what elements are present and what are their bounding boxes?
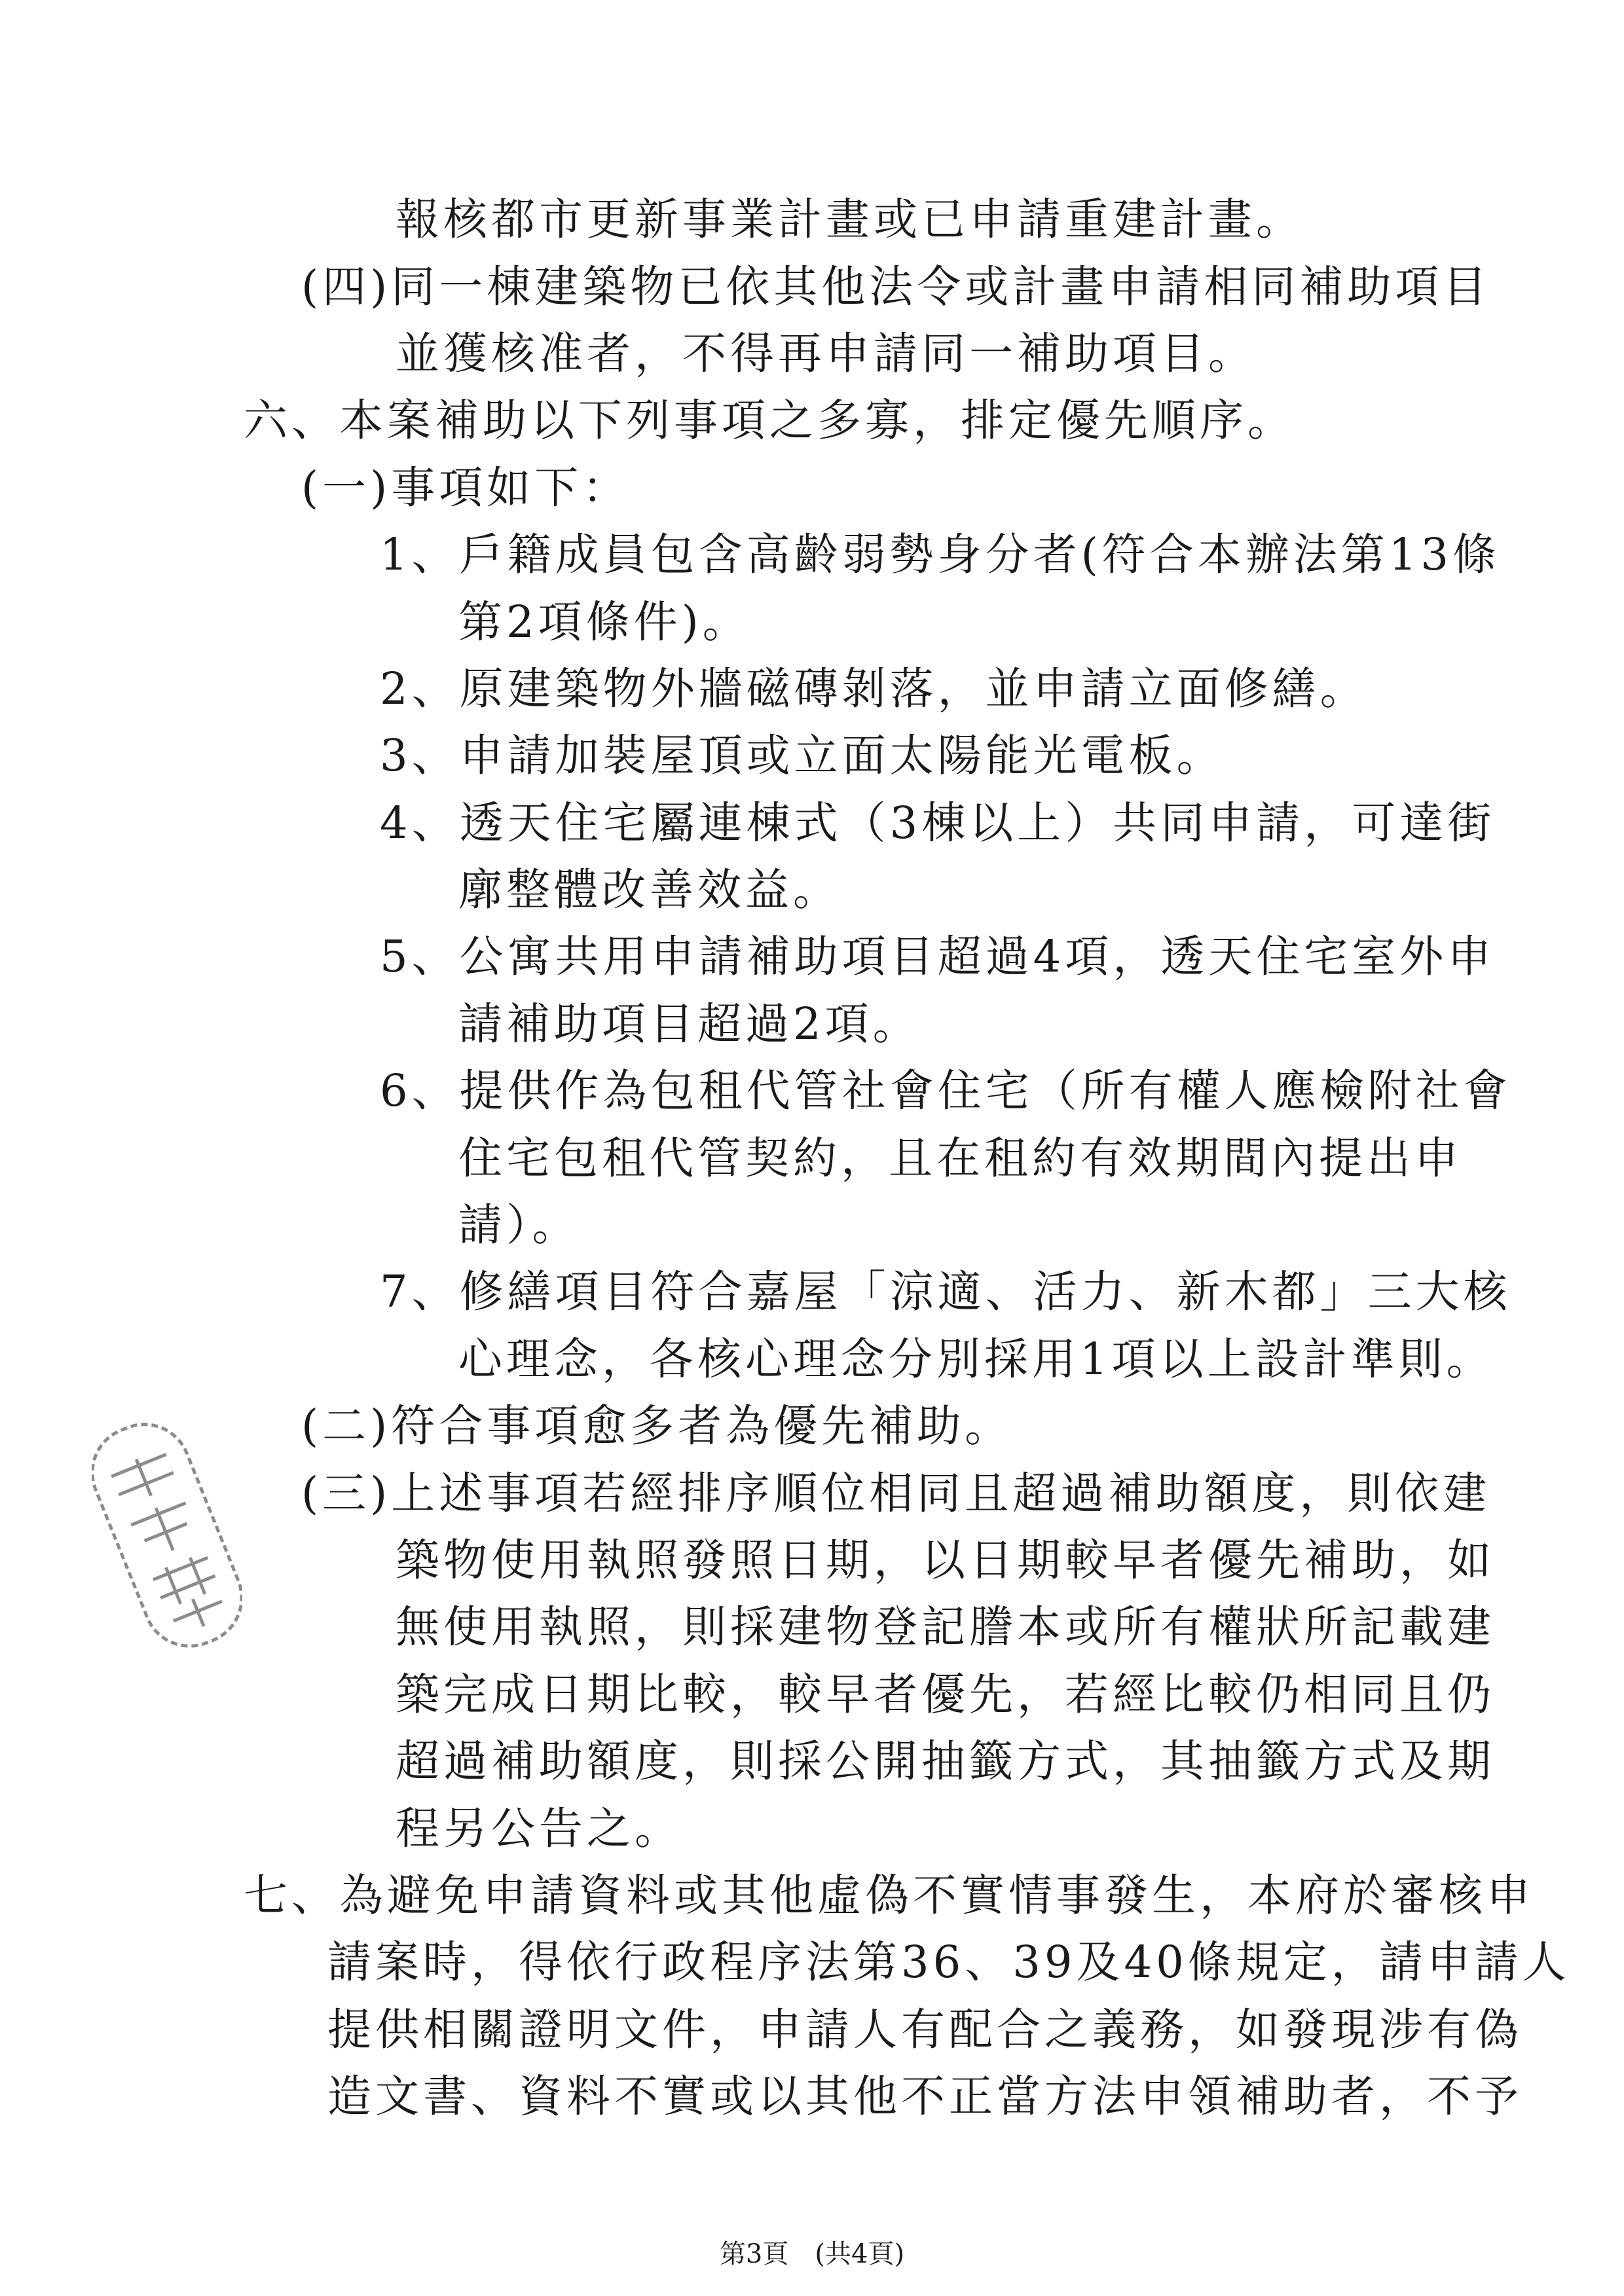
seal-stamp-icon	[92, 1408, 242, 1663]
text-line: 無使用執照，則採建物登記謄本或所有權狀所記載建	[396, 1601, 1495, 1652]
text-line: 報核都市更新事業計畫或已申請重建計畫。	[396, 194, 1304, 245]
list-item: 7、修繕項目符合嘉屋「涼適、活力、新木都」三大核	[380, 1266, 1511, 1317]
subsection-heading: (一)事項如下：	[301, 462, 631, 513]
text-line: 住宅包租代管契約，且在租約有效期間內提出申	[458, 1133, 1462, 1184]
subsection-heading: (三)上述事項若經排序順位相同且超過補助額度，則依建	[301, 1468, 1491, 1519]
text-line: 築完成日期比較，較早者優先，若經比較仍相同且仍	[396, 1669, 1495, 1720]
text-line: 請）。	[458, 1199, 580, 1250]
page-footer: 第3頁 (共4頁)	[719, 2239, 905, 2269]
list-item: 1、戶籍成員包含高齡弱勢身分者(符合本辦法第13條	[380, 529, 1501, 580]
text-line: 築物使用執照發照日期，以日期較早者優先補助，如	[396, 1535, 1495, 1586]
list-item: 2、原建築物外牆磁磚剝落，並申請立面修繕。	[380, 663, 1368, 714]
list-item: 5、公寓共用申請補助項目超過4項，透天住宅室外申	[380, 931, 1496, 982]
list-item: 4、透天住宅屬連棟式（3棟以上）共同申請，可達街	[380, 797, 1496, 848]
text-line: 請案時，得依行政程序法第36、39及40條規定，請申請人	[327, 1937, 1570, 1988]
text-line: 廓整體改善效益。	[458, 864, 841, 915]
official-seal	[92, 1408, 242, 1666]
text-line: 第2項條件)。	[458, 596, 750, 647]
text-line: (四)同一棟建築物已依其他法令或計畫申請相同補助項目	[301, 261, 1491, 312]
text-line: 程另公告之。	[396, 1803, 682, 1854]
text-line: 超過補助額度，則採公開抽籤方式，其抽籤方式及期	[396, 1736, 1495, 1787]
text-line: 提供相關證明文件，申請人有配合之義務，如發現涉有偽	[327, 2004, 1522, 2055]
list-item: 6、提供作為包租代管社會住宅（所有權人應檢附社會	[380, 1065, 1511, 1116]
text-line: 心理念，各核心理念分別採用1項以上設計準則。	[458, 1334, 1494, 1385]
section-heading: 六、本案補助以下列事項之多寡，排定優先順序。	[244, 395, 1295, 446]
section-heading: 七、為避免申請資料或其他虛偽不實情事發生，本府於審核申	[244, 1870, 1534, 1921]
text-line: 造文書、資料不實或以其他不正當方法申領補助者，不予	[327, 2071, 1522, 2122]
subsection-heading: (二)符合事項愈多者為優先補助。	[301, 1400, 1013, 1451]
list-item: 3、申請加裝屋頂或立面太陽能光電板。	[380, 730, 1225, 781]
text-line: 並獲核准者，不得再申請同一補助項目。	[396, 328, 1256, 379]
text-line: 請補助項目超過2項。	[458, 998, 921, 1049]
